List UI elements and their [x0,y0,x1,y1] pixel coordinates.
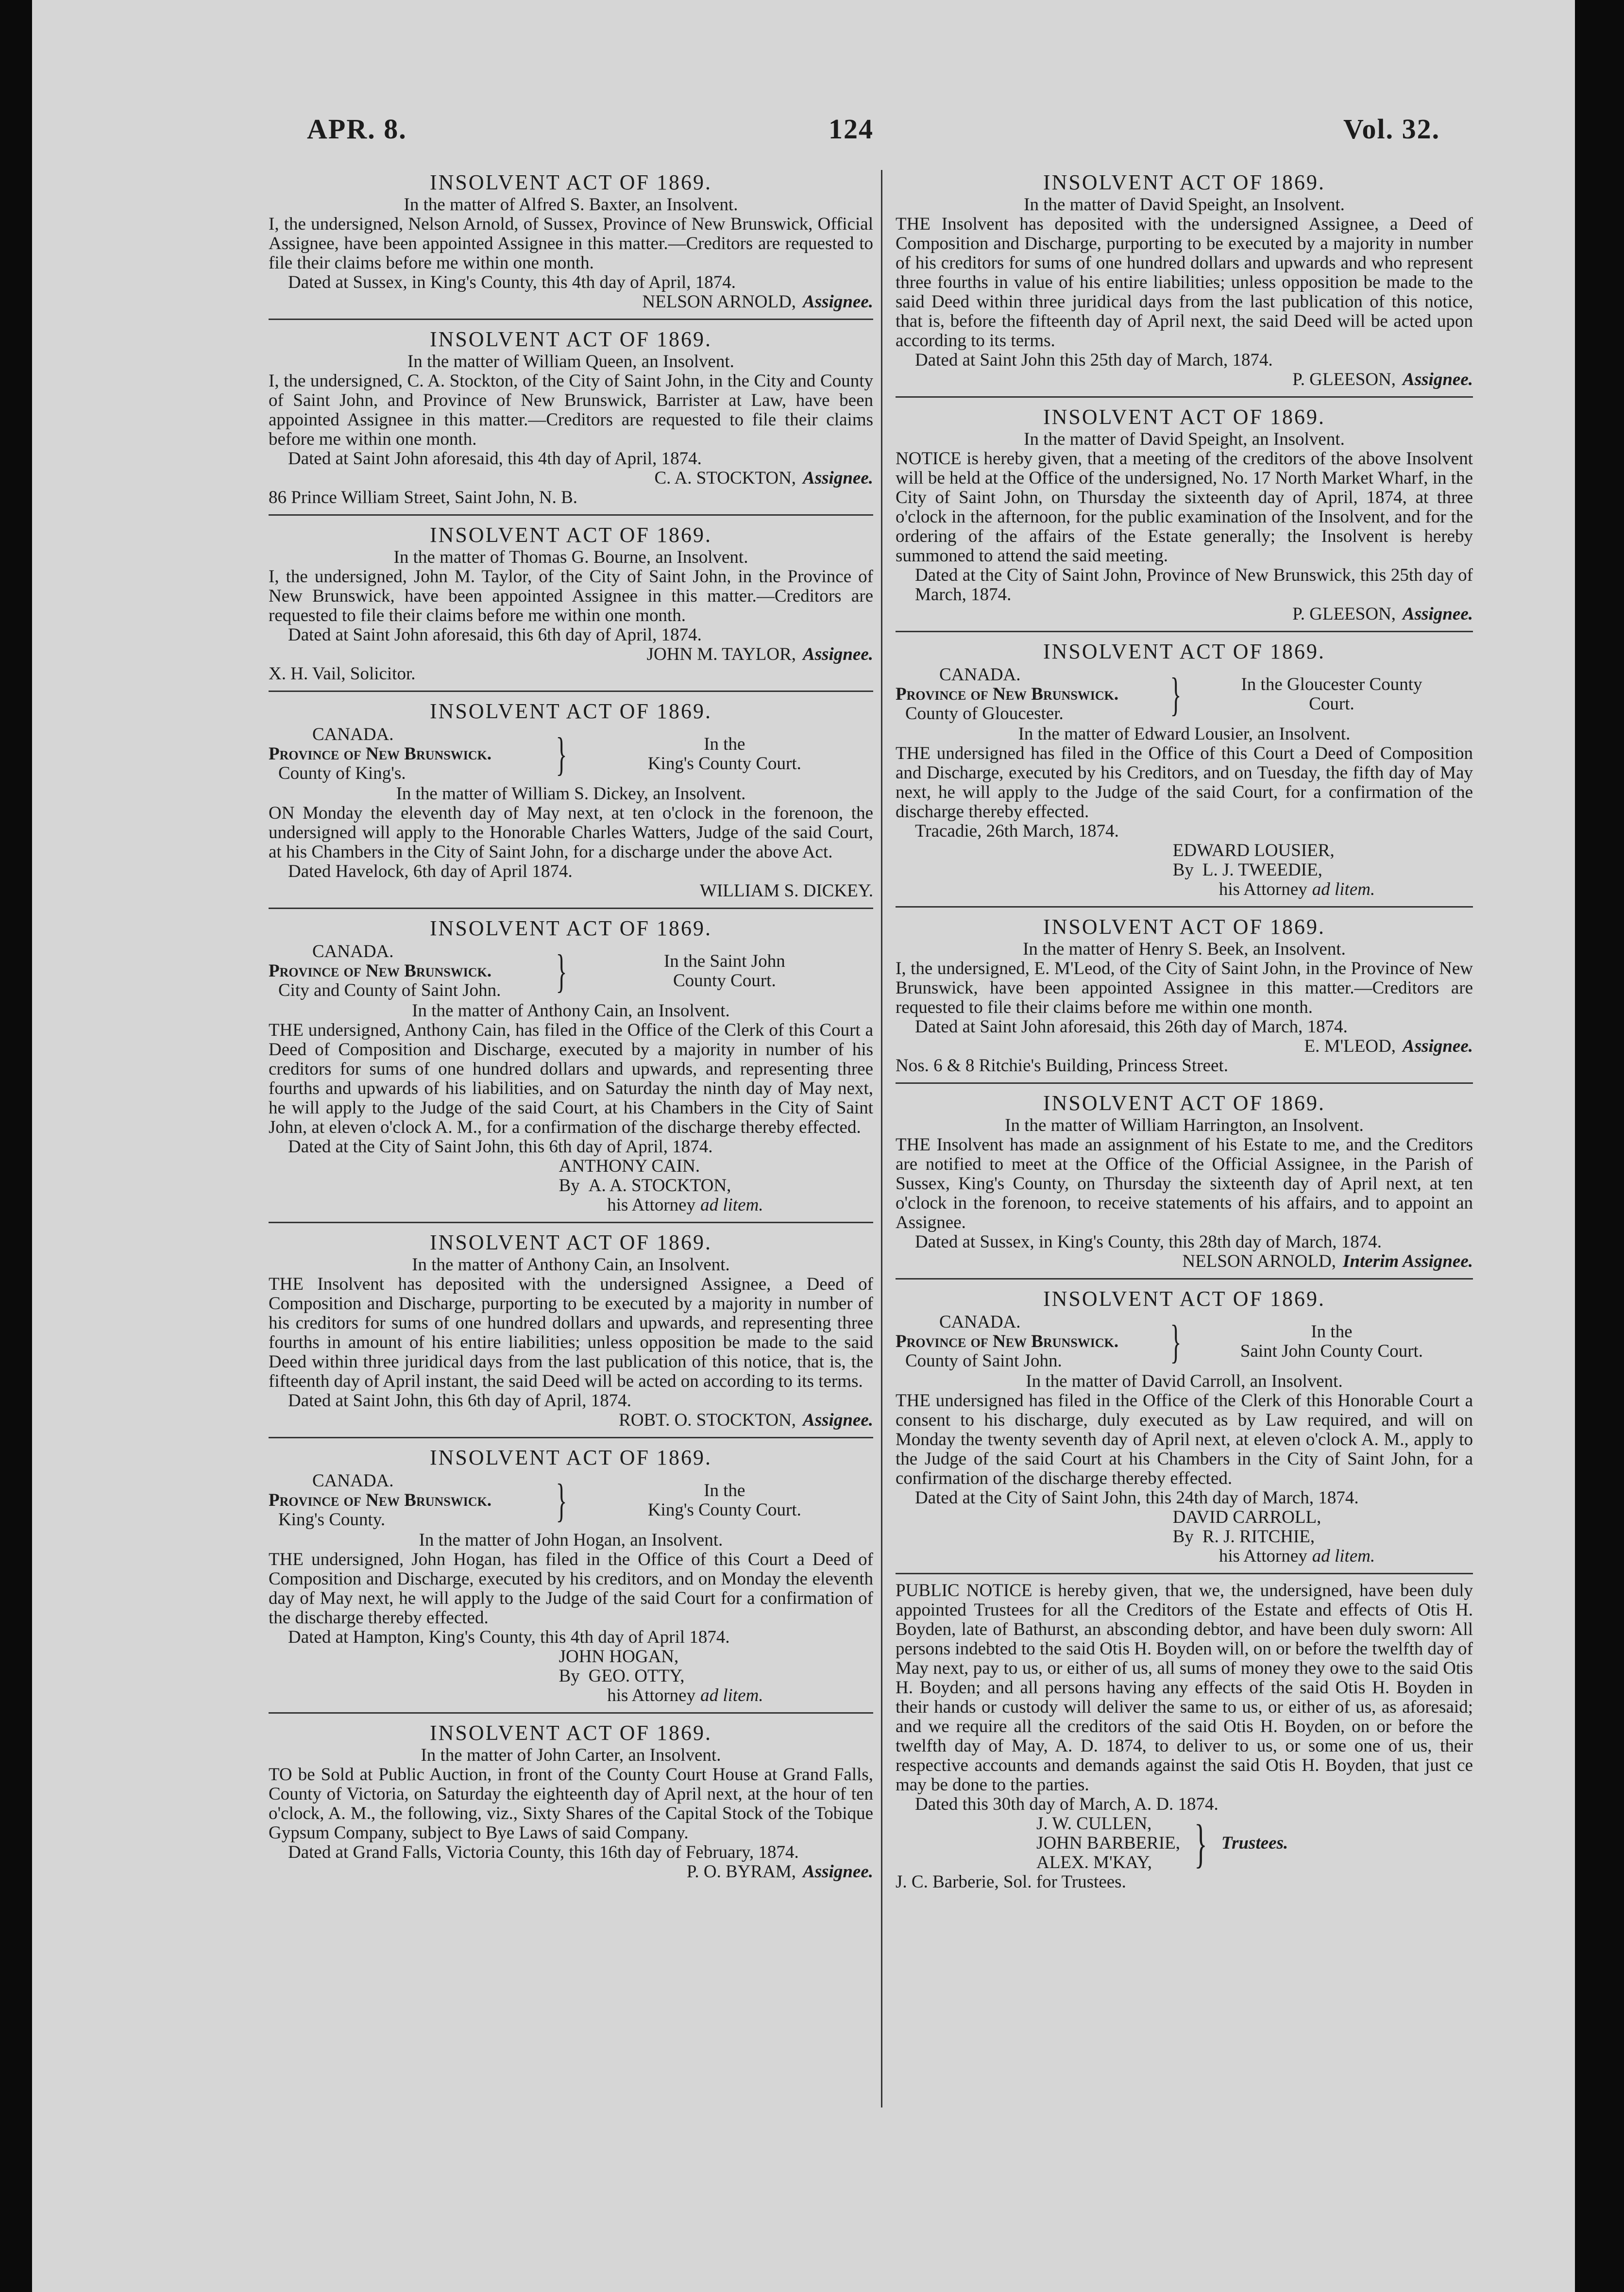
assignee-address: 86 Prince William Street, Saint John, N. B. [269,488,578,507]
court-name-line: King's County Court. [647,1500,801,1520]
signature-line [896,605,1473,624]
notice-dated: Dated at Sussex, in King's County, this 4th day of April, 1874. [288,272,736,292]
signature-line [896,1252,1473,1271]
notice-matter: In the matter of Thomas G. Bourne, an Insolvent. [393,547,748,567]
notice-dated: Dated at the City of Saint John, Province of New Brunswick, this 25th day of March, 1874. [915,565,1473,605]
attorney-name: A. A. STOCKTON, [588,1176,731,1196]
notice-title: INSOLVENT ACT OF 1869. [429,170,712,194]
notice-dated: Dated Havelock, 6th day of April 1874. [288,861,573,881]
signer-role: Assignee. [1403,370,1473,389]
attorney-line [269,1667,873,1686]
brace-glyph: } [1170,1315,1182,1367]
notice-matter: In the matter of William Queen, an Insolvent. [407,352,734,371]
court-jurisdiction-line: Province of New Brunswick. [896,684,1119,704]
left-column [269,170,873,1895]
notice-body: THE undersigned has filed in the Office of the Clerk of this Honorable Court a consent to his discharge, duly executed as by Law required, and will on Monday the twenty seventh day of April next, at eleven o'clock A. M., apply to the Judge of the said Court at his Chambers in the City of Saint John, for a confirmation of the discharge thereby effected. [896,1391,1473,1488]
court-jurisdiction [269,1471,547,1530]
signer-role: Assignee. [1403,1036,1473,1056]
notice-matter: In the matter of Alfred S. Baxter, an Insolvent. [404,195,738,215]
notice-title: INSOLVENT ACT OF 1869. [429,916,712,940]
solicitor-line: J. C. Barberie, Sol. for Trustees. [896,1872,1126,1892]
attorney-role: his Attorney [607,1195,696,1215]
signature-line [269,292,873,312]
attorney-line [269,1176,873,1196]
attorney-name: R. J. RITCHIE, [1202,1527,1315,1547]
court-name [576,952,873,991]
assignee-address: Nos. 6 & 8 Ritchie's Building, Princess Street. [896,1056,1228,1076]
signer-name: NELSON ARNOLD, [642,292,796,312]
notice-matter: In the matter of John Hogan, an Insolvent. [419,1530,723,1550]
by-label: By [1172,860,1194,880]
header-date: APR. 8. [307,113,407,145]
header-page-number: 124 [829,113,874,145]
court-name [576,1481,873,1520]
court-name-line: Saint John County Court. [1240,1341,1423,1361]
notice-body: NOTICE is hereby given, that a meeting of the creditors of the above Insolvent will be held at the Office of the undersigned, No. 17 North Market Wharf, in the City of Saint John, on Thursday the sixteenth day of April, 1874, at three o'clock in the afternoon, for the public examination of the Insolvent, and for the ordering of the affairs of the Estate generally; the Insolvent is hereby summoned to attend the said meeting. [896,449,1473,566]
court-heading [269,725,873,783]
notice-matter: In the matter of David Speight, an Insolvent. [1024,195,1345,215]
notice-title: INSOLVENT ACT OF 1869. [429,327,712,351]
signer-name: JOHN M. TAYLOR, [646,644,796,664]
attorney-role: his Attorney [1218,879,1307,899]
trustee-name: ALEX. M'KAY, [1036,1853,1152,1872]
court-name-line: In the [1311,1322,1353,1342]
trustees-label: Trustees. [1221,1833,1288,1853]
notice-body: ON Monday the eleventh day of May next, at ten o'clock in the forenoon, the undersigned will apply to the Honorable Charles Watters, Judge of the said Court, at his Chambers in the City of Saint John, for a discharge under the above Act. [269,803,873,862]
signer-name: EDWARD LOUSIER, [1172,841,1335,860]
court-jurisdiction-line: Province of New Brunswick. [269,961,492,981]
notice-matter: In the matter of Anthony Cain, an Insolvent. [412,1001,730,1021]
signer-role: Assignee. [803,644,873,664]
solicitor-line: X. H. Vail, Solicitor. [269,664,416,684]
court-jurisdiction-line: Province of New Brunswick. [896,1331,1119,1351]
notice-title: INSOLVENT ACT OF 1869. [1043,915,1326,939]
signer-role: Assignee. [803,292,873,312]
notice-dated: Dated at Grand Falls, Victoria County, this 16th day of February, 1874. [288,1842,799,1862]
signer-role: Assignee. [803,1862,873,1882]
notice-title: INSOLVENT ACT OF 1869. [429,1721,712,1745]
notice-body: THE Insolvent has deposited with the undersigned Assignee, a Deed of Composition and Discharge, purporting to be executed by a majority in number of his creditors for sums of one hundred dollars and upwards, and representing three fourths in amount of his entire liabilities; unless opposition be made to the said Deed within three juridical days from the last publication of this notice, that is, the fifteenth day of April instant, the said Deed will be acted on according to its terms. [269,1274,873,1391]
court-jurisdiction-line: CANADA. [312,1471,394,1491]
notice-body: THE Insolvent has made an assignment of his Estate to me, and the Creditors are notified to meet at the Office of the Official Assignee, in the Parish of Sussex, King's County, on Thursday the sixteenth day of April next, at ten o'clock in the forenoon, to receive statements of his affairs, and to appoint an Assignee. [896,1135,1473,1232]
notice [269,170,873,320]
court-name-line: Court. [1309,694,1354,714]
signer-name: NELSON ARNOLD, [1182,1251,1336,1271]
notice-dated: Tracadie, 26th March, 1874. [915,821,1119,841]
ad-litem: ad litem. [1312,879,1375,899]
notice [269,1445,873,1714]
notice-body: THE Insolvent has deposited with the undersigned Assignee, a Deed of Composition and Discharge, purporting to be executed by a majority in number of his creditors for sums of one hundred dollars and upwards and who represent three fourths in value of his entire liabilities; unless opposition be made to the said Deed within three juridical days from the last publication of this notice, that is, before the fifteenth day of April next, the said Deed will be acted upon according to its terms. [896,214,1473,351]
attorney-line [896,860,1473,880]
notice-matter: In the matter of David Carroll, an Insolvent. [1026,1371,1343,1391]
court-heading [896,665,1473,724]
notice-dated: Dated at Saint John, this 6th day of April, 1874. [288,1391,632,1411]
signature-line [896,370,1473,389]
court-jurisdiction [269,942,547,1000]
signer-role: Assignee. [803,1410,873,1430]
notice-dated: Dated at the City of Saint John, this 24th day of March, 1874. [915,1488,1359,1508]
attorney-name: GEO. OTTY, [588,1666,685,1686]
notice [269,327,873,516]
trustee-name: J. W. CULLEN, [1036,1814,1152,1834]
notice [896,404,1473,632]
notice-matter: In the matter of John Carter, an Insolvent. [421,1745,721,1765]
notice-matter: In the matter of Henry S. Beek, an Insolvent. [1023,939,1346,959]
signer-name: DAVID CARROLL, [1172,1507,1321,1527]
notice-title: INSOLVENT ACT OF 1869. [429,523,712,547]
court-jurisdiction-line: King's County. [278,1510,386,1530]
notice-matter: In the matter of Anthony Cain, an Insolvent. [412,1255,730,1275]
notice-body: I, the undersigned, Nelson Arnold, of Sussex, Province of New Brunswick, Official Assignee, have been appointed Assignee in this matter.—Creditors are requested to file their claims before me within one month. [269,214,873,273]
brace-glyph: } [556,945,567,997]
signer-role: Interim Assignee. [1343,1251,1473,1271]
right-column [896,170,1473,1905]
attorney-role: his Attorney [1218,1546,1307,1566]
by-label: By [1172,1527,1194,1547]
court-heading [269,1471,873,1530]
attorney-role-line [269,1686,873,1705]
brace-glyph: } [556,1474,567,1526]
notice [269,522,873,692]
notice-body: THE undersigned, John Hogan, has filed in the Office of this Court a Deed of Composition and Discharge, executed by his creditors, and on Monday the eleventh day of May next, he will apply to the Judge of the said Court for a confirmation of the discharge thereby effected. [269,1550,873,1628]
notice-body: I, the undersigned, John M. Taylor, of the City of Saint John, in the Province of New Brunswick, have been appointed Assignee in this matter.—Creditors are requested to file their claims before me within one month. [269,567,873,625]
court-name [576,735,873,774]
notice [896,1091,1473,1280]
column-divider [881,170,882,2107]
court-jurisdiction-line: Province of New Brunswick. [269,744,492,764]
notice-dated: Dated at Hampton, King's County, this 4th day of April 1874. [288,1627,730,1647]
court-jurisdiction-line: CANADA. [312,942,394,961]
court-jurisdiction-line: Province of New Brunswick. [269,1490,492,1510]
notice-body: I, the undersigned, E. M'Leod, of the City of Saint John, in the Province of New Brunswick, have been appointed Assignee in this matter.—Creditors are requested to file their claims before me within one month. [896,959,1473,1017]
attorney-name: L. J. TWEEDIE, [1202,860,1322,880]
signer-name: JOHN HOGAN, [558,1647,679,1667]
notice-matter: In the matter of William Harrington, an Insolvent. [1005,1115,1364,1135]
court-name-line: In the Gloucester County [1241,674,1422,694]
notice-dated: Dated at Saint John aforesaid, this 4th day of April, 1874. [288,449,702,469]
court-name [1190,675,1473,714]
by-label: By [558,1176,580,1196]
notice [269,1230,873,1438]
notice [269,1720,873,1888]
court-name-line: In the Saint John [663,951,785,971]
header-volume: Vol. 32. [1343,113,1440,145]
court-name [1190,1322,1473,1361]
signature-line [269,1862,873,1882]
notice [896,1581,1473,1899]
ad-litem: ad litem. [1312,1546,1375,1566]
notice-title: INSOLVENT ACT OF 1869. [1043,405,1326,429]
notice-body: I, the undersigned, C. A. Stockton, of the City of Saint John, in the City and County of Saint John, and Province of New Brunswick, Barrister at Law, have been appointed Assignee in this matter.—Creditors are requested to file their claims before me within one month. [269,371,873,449]
notice [896,1286,1473,1574]
court-jurisdiction-line: County of Gloucester. [905,704,1064,724]
signer-name: ANTHONY CAIN. [558,1156,700,1176]
ad-litem: ad litem. [700,1195,763,1215]
signer-role: Assignee. [1403,604,1473,624]
signature-line [896,1037,1473,1056]
attorney-role-line [896,1547,1473,1566]
attorney-role-line [896,880,1473,899]
signer-name: WILLIAM S. DICKEY. [700,881,873,901]
court-heading [896,1313,1473,1371]
trustee-names [1036,1814,1180,1872]
court-heading [269,942,873,1000]
notice [269,916,873,1223]
notice-dated: Dated at Saint John aforesaid, this 6th day of April, 1874. [288,625,702,645]
attorney-line [896,1527,1473,1547]
trustee-name: JOHN BARBERIE, [1036,1833,1181,1853]
brace-glyph: } [556,728,567,780]
court-jurisdiction [896,665,1161,724]
notice-body: THE undersigned has filed in the Office of this Court a Deed of Composition and Discharge, executed by his Creditors, and on Tuesday, the fifth day of May next, he will apply to the Judge of the said Court, for a confirmation of the discharge thereby effected. [896,743,1473,822]
signature-line [269,881,873,901]
by-label: By [558,1666,580,1686]
gazette-page [32,0,1575,2292]
notice-body: THE undersigned, Anthony Cain, has filed in the Office of the Clerk of this Court a Deed of Composition and Discharge, executed by a majority in number of his creditors for sums of one hundred dollars and upwards, and representing three fourths and upwards of his liabilities, and on Saturday the ninth day of May next, he will apply to the Judge of the said Court, at his Chambers in the City of Saint John, at eleven o'clock A. M., for a confirmation of the discharge thereby effected. [269,1020,873,1137]
court-name-line: In the [704,734,745,754]
notice-dated: Dated at Saint John this 25th day of March, 1874. [915,350,1273,370]
court-jurisdiction [269,725,547,783]
court-name-line: In the [704,1481,745,1500]
signer-name: P. GLEESON, [1292,604,1396,624]
notice-dated: Dated at Saint John aforesaid, this 26th day of March, 1874. [915,1017,1348,1037]
attorney-role: his Attorney [607,1685,696,1705]
court-jurisdiction-line: City and County of Saint John. [278,980,501,1000]
court-name-line: County Court. [673,971,776,991]
notice [269,699,873,909]
notice-title: INSOLVENT ACT OF 1869. [429,699,712,723]
notice-dated: Dated this 30th day of March, A. D. 1874. [915,1794,1218,1814]
signer-name: P. GLEESON, [1292,370,1396,389]
court-jurisdiction-line: CANADA. [312,725,394,744]
notice-dated: Dated at the City of Saint John, this 6th day of April, 1874. [288,1137,713,1157]
attorney-role-line [269,1196,873,1215]
notice-title: INSOLVENT ACT OF 1869. [429,1230,712,1254]
trustees-block [896,1814,1473,1872]
notice-matter: In the matter of David Speight, an Insolvent. [1024,429,1345,449]
court-jurisdiction-line: CANADA. [939,1312,1021,1332]
notice-title: INSOLVENT ACT OF 1869. [1043,1091,1326,1115]
signature-line [269,645,873,664]
court-jurisdiction-line: CANADA. [939,665,1021,685]
notice-body: PUBLIC NOTICE is hereby given, that we, the undersigned, have been duly appointed Trustees for all the Creditors of the Estate and effects of Otis H. Boyden, late of Bathurst, an absconding debtor, and have been duly sworn: All persons indebted to the said Otis H. Boyden will, on or before the twelfth day of May next, pay to us, or either of us, all sums of money they owe to the said Otis H. Boyden; and all persons having any effects of the said Otis H. Boyden in their hands or custody will deliver the same to us, or either of us, as aforesaid; and we require all the creditors of the said Otis H. Boyden, on or before the twelfth day of May, A. D. 1874, to deliver to us, or some one of us, their respective accounts and demands against the said Otis H. Boyden, that just ce may be done to the parties. [896,1581,1473,1795]
notice-matter: In the matter of William S. Dickey, an Insolvent. [396,784,746,804]
court-jurisdiction-line: County of King's. [278,763,406,783]
notice-title: INSOLVENT ACT OF 1869. [1043,170,1326,194]
notice-matter: In the matter of Edward Lousier, an Insolvent. [1018,724,1351,744]
signer-name: ROBT. O. STOCKTON, [619,1410,796,1430]
court-jurisdiction-line: County of Saint John. [905,1351,1062,1371]
signer-name: E. M'LEOD, [1304,1036,1396,1056]
notice-dated: Dated at Sussex, in King's County, this 28th day of March, 1874. [915,1232,1382,1252]
notice [896,914,1473,1084]
signer-name: P. O. BYRAM, [686,1862,796,1882]
notice [896,639,1473,908]
notice-body: TO be Sold at Public Auction, in front of the County Court House at Grand Falls, County of Victoria, on Saturday the eighteenth day of April next, at the hour of ten o'clock, A. M., the following, viz., Sixty Shares of the Capital Stock of the Tobique Gypsum Company, subject to Bye Laws of said Company. [269,1765,873,1843]
signer-name: C. A. STOCKTON, [654,468,796,488]
notice-title: INSOLVENT ACT OF 1869. [429,1446,712,1469]
signer-role: Assignee. [803,468,873,488]
court-jurisdiction [896,1313,1161,1371]
signature-line [269,1411,873,1430]
brace-glyph: } [1194,1814,1207,1873]
notice-title: INSOLVENT ACT OF 1869. [1043,1287,1326,1311]
signature-line [269,469,873,488]
notice [896,170,1473,398]
ad-litem: ad litem. [700,1685,763,1705]
court-name-line: King's County Court. [647,754,801,774]
brace-glyph: } [1170,668,1182,720]
notice-title: INSOLVENT ACT OF 1869. [1043,640,1326,663]
